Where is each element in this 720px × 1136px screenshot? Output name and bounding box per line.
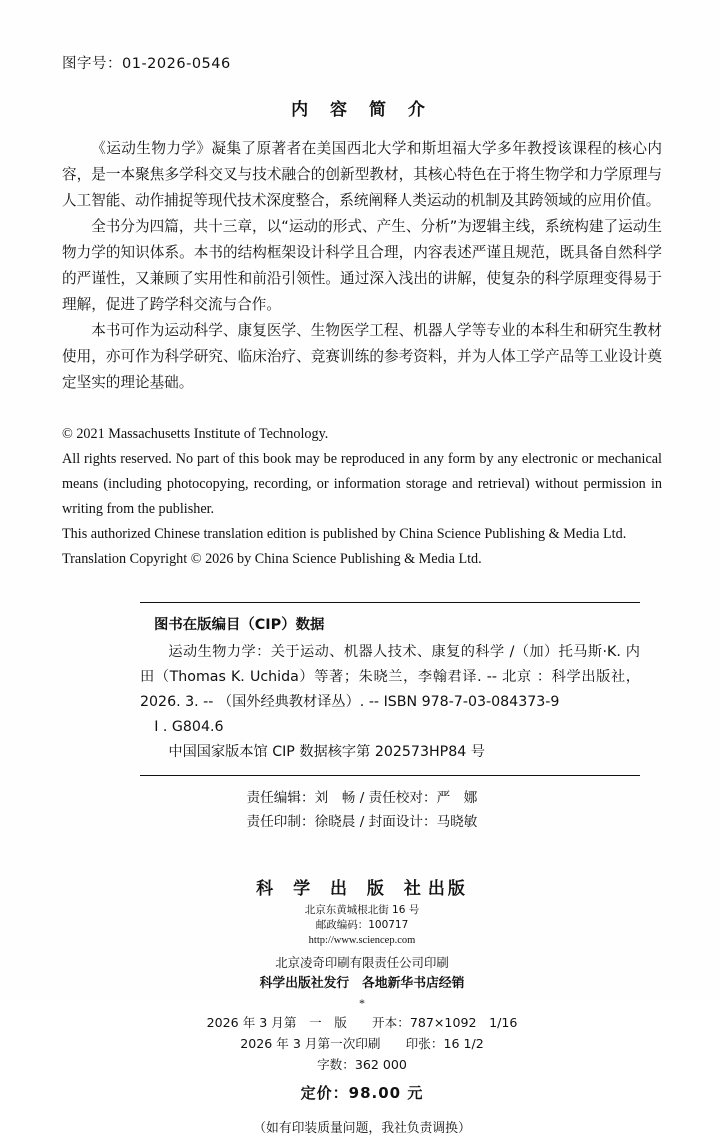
responsibility-editor-line: 责任编辑：刘 畅 / 责任校对：严 娜 <box>246 790 478 806</box>
copyright-line-4: Translation Copyright © 2026 by China Science Publishing & Media Ltd. <box>62 551 482 567</box>
summary-paragraph-2: 全书分为四篇，共十三章，以“运动的形式、产生、分析”为逻辑主线，系统构建了运动生物力学的知识体系。本书的结构框架设计科学且合理，内容表述严谨且规范，既具备自然科学的严谨性，又兼顾了实用性和前沿引领性。通过深入浅出的讲解，使复杂的科学原理变得易于理解，促进了跨学科交流与合作。 <box>62 218 662 313</box>
publisher-url: http://www.sciencep.com <box>308 935 416 946</box>
printer-line: 北京凌奇印刷有限责任公司印刷 <box>275 955 449 970</box>
summary-paragraph-1: 《运动生物力学》凝集了原著者在美国西北大学和斯坦福大学多年教授该课程的核心内容，是一本聚焦多学科交叉与技术融合的创新型教材，其核心特色在于将生物学和力学原理与人工智能、动作捕捉等现代技术深度整合，系统阐释人类运动的机制及其跨领域的应用价值。 <box>62 140 662 209</box>
cip-title: 图书在版编目（CIP）数据 <box>154 617 325 633</box>
print-spec-line-2: 2026 年 3 月第一次印刷 印张：16 1/2 <box>240 1036 484 1051</box>
cip-line-2: Ⅰ . G804.6 <box>154 719 224 735</box>
publisher-block <box>62 874 662 1136</box>
summary-paragraph-3: 本书可作为运动科学、康复医学、生物医学工程、机器人学等专业的本科生和研究生教材使用，亦可作为科学研究、临床治疗、竞赛训练的参考资料，并为人体工学产品等工业设计奠定坚实的理论基础。 <box>62 322 662 391</box>
cip-line-1: 运动生物力学：关于运动、机器人技术、康复的科学 /（加）托马斯·K. 内田（Thomas K. Uchida）等著；朱晓兰，李翰君译. -- 北京 ：科学出版社，2026. 3. -- （国外经典教材译丛）. -- ISBN 978-7-03-084373-9 <box>140 644 640 710</box>
publisher-name <box>62 874 662 899</box>
copyright-line-3: This authorized Chinese translation edition is published by China Science Publishing & Media Ltd. <box>62 526 627 542</box>
publisher-name-suffix: 出版 <box>427 879 468 899</box>
english-copyright-block <box>62 422 662 572</box>
distribution-line: 科学出版社发行 各地新华书店经销 <box>259 976 465 991</box>
registration-number: 图字号：01-2026-0546 <box>62 56 231 72</box>
print-spec-line-3: 字数：362 000 <box>317 1057 407 1072</box>
divider-star: * <box>359 996 365 1010</box>
responsibility-block <box>62 786 662 834</box>
price-line: 定价：98.00 元 <box>300 1084 424 1102</box>
cip-line-3: 中国国家版本馆 CIP 数据核字第 202573HP84 号 <box>168 744 485 760</box>
quality-note: （如有印装质量问题，我社负责调换） <box>253 1121 471 1136</box>
print-spec-line-1: 2026 年 3 月第 一 版 开本：787×1092 1/16 <box>206 1015 518 1030</box>
cip-box <box>140 602 640 776</box>
page-title: 内 容 简 介 <box>291 100 433 120</box>
publisher-address: 北京东黄城根北街 16 号 <box>304 904 420 916</box>
page-content <box>62 52 662 1136</box>
copyright-line-2: All rights reserved. No part of this book may be reproduced in any form by any electronic or mechanical means (including photocopying, recording, or information storage and retrieval) without permission in writing from the publisher. <box>62 451 662 517</box>
publisher-name-main: 科 学 出 版 社 <box>256 879 428 899</box>
publisher-postcode: 邮政编码：100717 <box>315 919 409 931</box>
responsibility-printing-line: 责任印制：徐晓晨 / 封面设计：马晓敏 <box>246 814 478 830</box>
copyright-line-1: © 2021 Massachusetts Institute of Technology. <box>62 426 329 442</box>
